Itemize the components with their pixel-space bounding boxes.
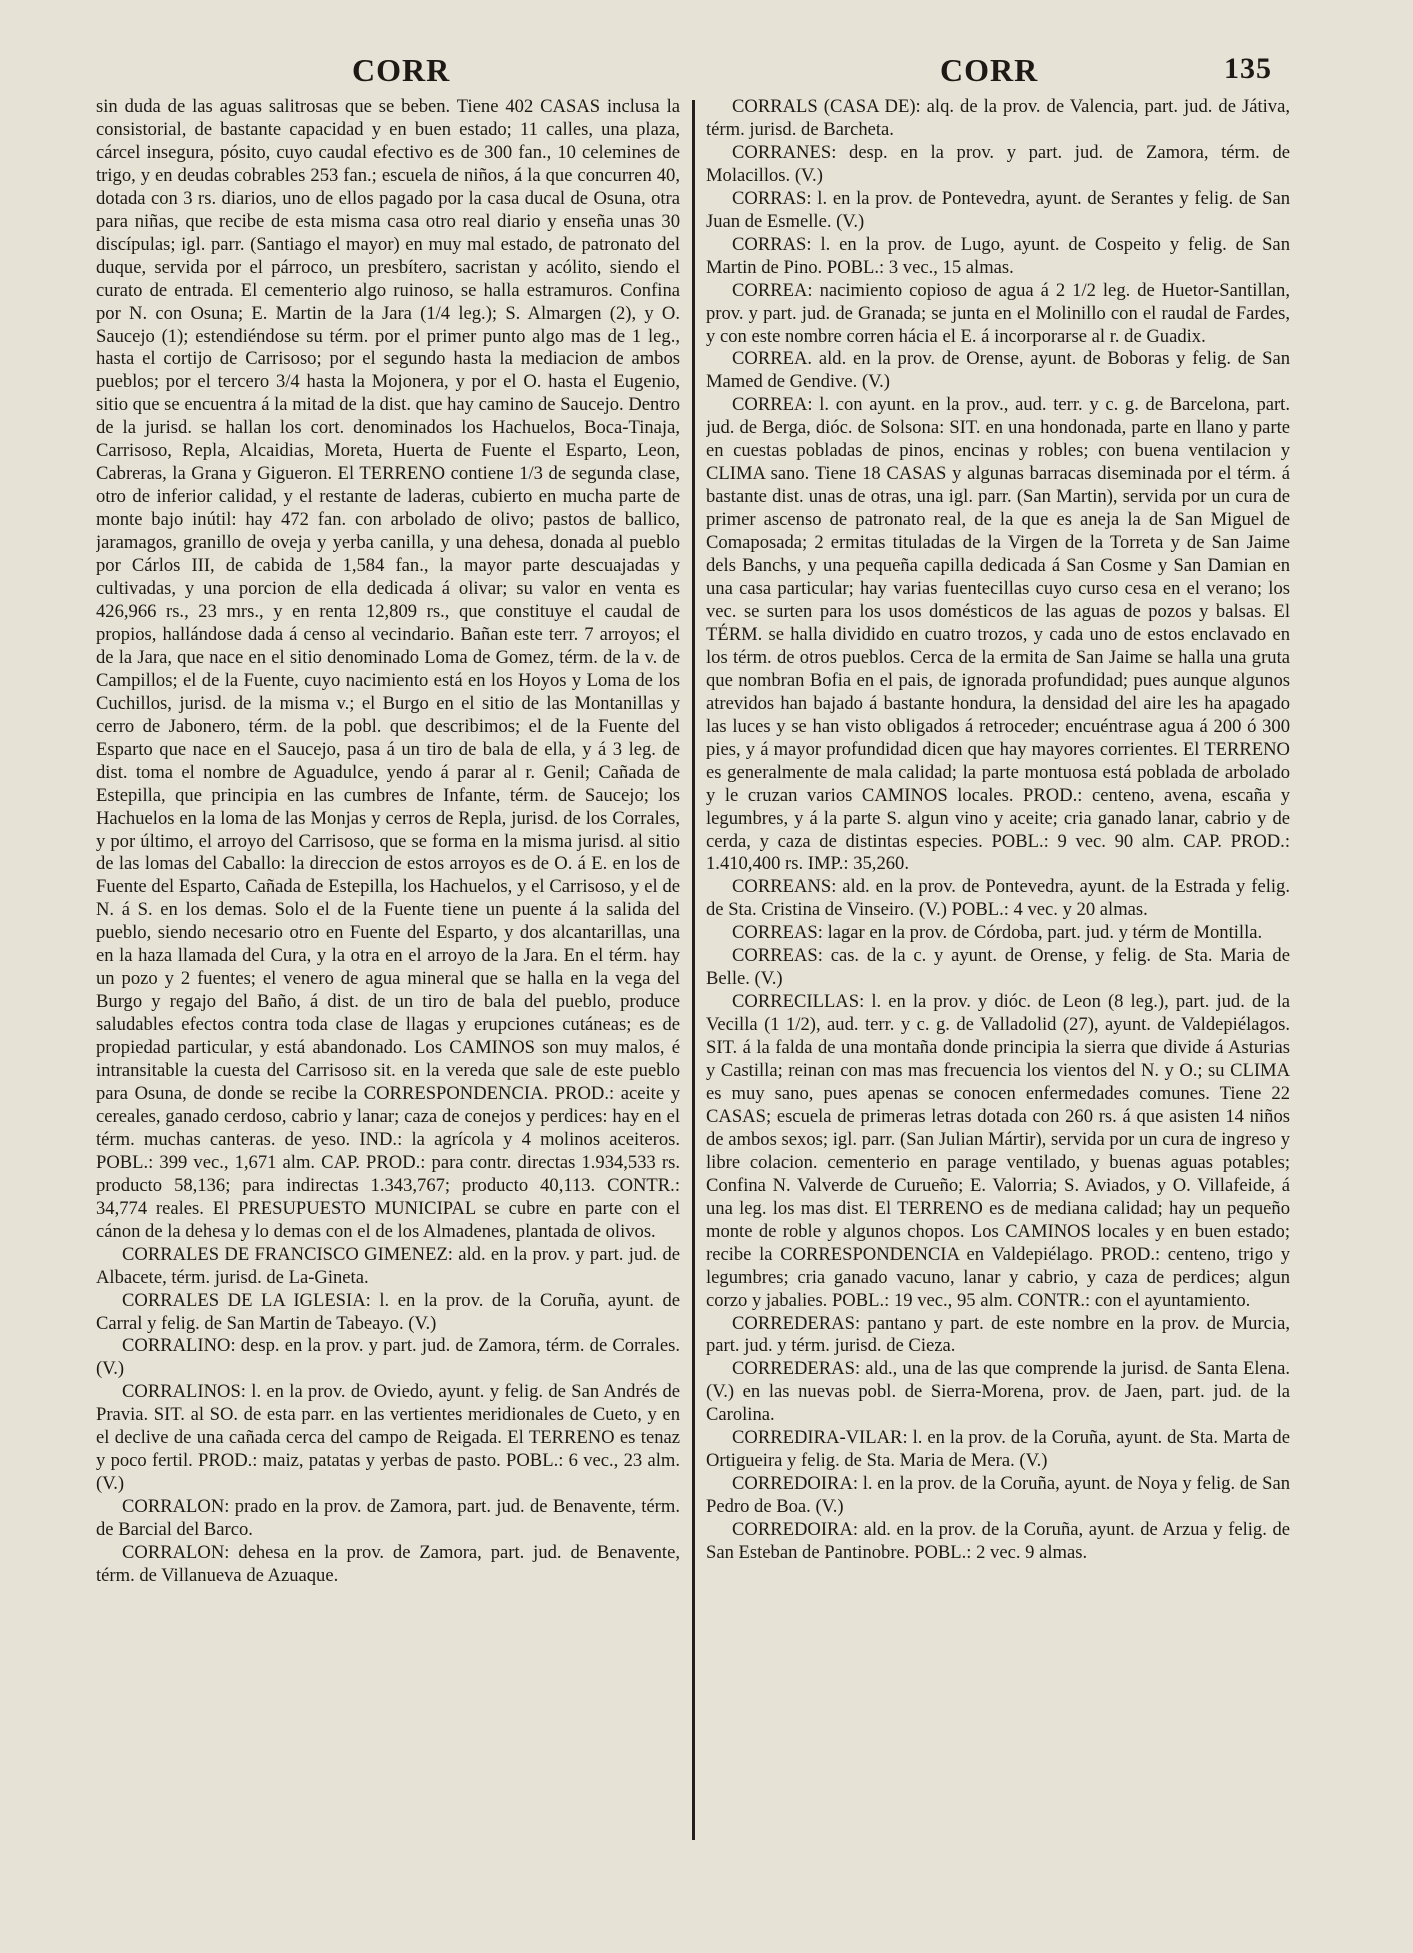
entry-correa-nacimiento: CORREA: nacimiento copioso de agua á 2 1/2 leg. de Huetor-Santillan, prov. y part. jud. de Granada; se junta en el Molinillo con el raudal de Fardes, y con este nombre corren hácia el E. á incorporarse al r. de Guadix.	[706, 279, 1290, 347]
entry-corredoira-noya: CORREDOIRA: l. en la prov. de la Coruña, ayunt. de Noya y felig. de San Pedro de Boa. (V.)	[706, 1473, 1290, 1518]
running-head-right: CORR	[940, 52, 1039, 88]
left-column	[96, 96, 680, 1856]
entry-corrales-de-la-iglesia: CORRALES DE LA IGLESIA: l. en la prov. de la Coruña, ayunt. de Carral y felig. de San Martin de Tabeayo. (V.)	[96, 1289, 680, 1334]
entry-correas-orense: CORREAS: cas. de la c. y ayunt. de Orense, y felig. de Sta. Maria de Belle. (V.)	[706, 945, 1290, 990]
entry-correa-orense: CORREA. ald. en la prov. de Orense, ayunt. de Boboras y felig. de San Mamed de Gendive. (V.)	[706, 348, 1290, 393]
entry-corralino: CORRALINO: desp. en la prov. y part. jud. de Zamora, térm. de Corrales. (V.)	[96, 1335, 680, 1380]
entry-correcillas: CORRECILLAS: l. en la prov. y dióc. de Leon (8 leg.), part. jud. de la Vecilla (1 1/2), aud. terr. y c. g. de Valladolid (27), ayunt. de Valdepiélagos. SIT. á la falda de una montaña donde principia la sierra que divide á Asturias y Castilla; reinan con mas mas frecuencia los vientos del N. y O.; su CLIMA es muy sano, pues apenas se conocen enfermedades comunes. Tiene 22 CASAS; escuela de primeras letras dotada con 260 rs. á que asisten 14 niños de ambos sexos; igl. parr. (San Julian Mártir), servida por un cura de ingreso y libre colacion. cementerio en parage ventilado, y buenas aguas potables; Confina N. Valverde de Curueño; E. Valorria; S. Aviados, y O. Villafeide, á una leg. los mas dist. El TERRENO es de mediana calidad; hay un pequeño monte de roble y algunos chopos. Los CAMINOS locales y en buen estado; recibe la CORRESPONDENCIA en Valdepiélago. PROD.: centeno, trigo y legumbres; cria ganado vacuno, lanar y cabrio, y caza de perdices; algun corzo y jabalies. POBL.: 19 vec., 95 alm. CONTR.: con el ayuntamiento.	[706, 991, 1290, 1311]
entry-corranes: CORRANES: desp. en la prov. y part. jud. de Zamora, térm. de Molacillos. (V.)	[706, 141, 1290, 186]
running-head-left: CORR	[352, 52, 451, 88]
entry-corredoira-arzua: CORREDOIRA: ald. en la prov. de la Coruña, ayunt. de Arzua y felig. de San Esteban de Pantinobre. POBL.: 2 vec. 9 almas.	[706, 1519, 1290, 1564]
entry-corralon-dehesa: CORRALON: dehesa en la prov. de Zamora, part. jud. de Benavente, térm. de Villanueva de Azuaque.	[96, 1542, 680, 1586]
entry-correans: CORREANS: ald. en la prov. de Pontevedra, ayunt. de la Estrada y felig. de Sta. Cristina de Vinseiro. (V.) POBL.: 4 vec. y 20 almas.	[706, 876, 1290, 921]
entry-continuation: sin duda de las aguas salitrosas que se beben. Tiene 402 CASAS inclusa la consistorial, de bastante capacidad y en buen estado; 11 calles, una plaza, cárcel insegura, pósito, cuyo caudal efectivo es de 300 fan., 10 celemines de trigo, y en deudas cobrables 253 fan.; escuela de niños, á la que concurren 40, dotada con 3 rs. diarios, uno de ellos pagado por la casa ducal de Osuna, otra para niñas, que recibe de esta misma casa otro real diario y enseña unas 30 discípulas; igl. parr. (Santiago el mayor) en muy mal estado, de patronato del duque, servida por el párroco, un presbítero, sacristan y acólito, siendo el curato de entrada. El cementerio algo ruinoso, se halla estramuros. Confina por N. con Osuna; E. Martin de la Jara (1/4 leg.); S. Almargen (2), y O. Saucejo (1); estendiéndose su térm. por el primer punto algo mas de 1 leg., hasta el cortijo de Carrisoso; por el segundo hasta la mediacion de ambos pueblos; por el tercero 3/4 hasta la Mojonera, y por el O. hasta el Eugenio, sitio que se encuentra á la mitad de la dist. que hay camino de Saucejo. Dentro de la jurisd. se hallan los cort. denominados los Hachuelos, Boca-Tinaja, Carrisoso, Repla, Alcaidias, Moreta, Huerta de Fuente el Esparto, Leon, Cabreras, la Grana y Gigueron. El TERRENO contiene 1/3 de segunda clase, otro de inferior calidad, y el restante de laderas, cubierto en mucha parte de monte bajo inútil: hay 472 fan. con arbolado de olivo; pastos de ballico, jaramagos, granillo de oveja y yerba canilla, y una dehesa, donada al pueblo por Cárlos III, de cabida de 1,584 fan., la mayor parte descuajadas y cultivadas, y una porcion de ella dedicada á olivar; su valor en venta es 426,966 rs., 23 mrs., y en renta 12,809 rs., que constituye el caudal de propios, hallándose dada á censo al vecindario. Bañan este terr. 7 arroyos; el de la Jara, que nace en el sitio denominado Loma de Gomez, térm. de la v. de Campillos; el de la Fuente, cuyo nacimiento está en los Hoyos y Loma de los Cuchillos, jurisd. de la misma v.; el Burgo en el sitio de las Montanillas y cerro de Jabonero, térm. de la pobl. que describimos; el de la Fuente del Esparto que nace en el Saucejo, pasa á un tiro de bala de ella, y á 3 leg. de dist. toma el nombre de Aguadulce, yendo á parar al r. Genil; Cañada de Estepilla, que principia en las cumbres de Infante, térm. de Saucejo; los Hachuelos en la loma de las Monjas y cerros de Repla, jurisd. de los Corrales, y por último, el arroyo del Carrisoso, que se forma en la misma jurisd. al sitio de las lomas del Caballo: la direccion de estos arroyos es de O. á E. en los de Fuente del Esparto, Cañada de Estepilla, los Hachuelos, y el Carrisoso, y el de N. á S. en los demas. Solo el de la Fuente tiene un puente á la salida del pueblo, siendo necesario otro en Fuente del Esparto, y dos alcantarillas, una en la haza llamada del Cura, y la otra en el arroyo de la Jara. En el térm. hay un pozo y 2 fuentes; el venero de agua mineral que se halla en la vega del Burgo y regajo del Baño, á dist. de un tiro de bala del pueblo, produce saludables efectos contra toda clase de llagas y erupciones cutáneas; es de propiedad particular, y está abandonado. Los CAMINOS son muy malos, é intransitable la cuesta del Carrisoso sit. en la vereda que sale de este pueblo para Osuna, de donde se recibe la CORRESPONDENCIA. PROD.: aceite y cereales, ganado cerdoso, cabrio y lanar; caza de conejos y perdices: hay en el térm. muchas canteras. de yeso. IND.: la agrícola y 4 molinos aceiteros. POBL.: 399 vec., 1,671 alm. CAP. PROD.: para contr. directas 1.934,533 rs. producto 58,136; para indirectas 1.343,767; producto 40,113. CONTR.: 34,774 reales. El PRESUPUESTO MUNICIPAL se cubre en parte con el cánon de la dehesa y lo demas con el de los Almadenes, plantada de olivos.	[96, 96, 680, 1242]
entry-correderas-murcia: CORREDERAS: pantano y part. de este nombre en la prov. de Murcia, part. jud. y térm. jurisd. de Cieza.	[706, 1312, 1290, 1357]
entry-corralinos: CORRALINOS: l. en la prov. de Oviedo, ayunt. y felig. de San Andrés de Pravia. SIT. al SO. de esta parr. en las vertientes meridionales de Cueto, y en el declive de una cañada cerca del campo de Reigada. El TERRENO es tenaz y poco fertil. PROD.: maiz, patatas y yerbas de pasto. POBL.: 6 vec., 23 alm. (V.)	[96, 1381, 680, 1495]
column-divider	[692, 100, 695, 1840]
entry-correderas-jaen: CORREDERAS: ald., una de las que comprende la jurisd. de Santa Elena. (V.) en las nuevas pobl. de Sierra-Morena, prov. de Jaen, part. jud. de la Carolina.	[706, 1358, 1290, 1426]
right-column	[706, 96, 1290, 1856]
entry-corrales-de-francisco-gimenez: CORRALES DE FRANCISCO GIMENEZ: ald. en la prov. y part. jud. de Albacete, térm. jurisd. de La-Gineta.	[96, 1243, 680, 1288]
entry-corras-lugo: CORRAS: l. en la prov. de Lugo, ayunt. de Cospeito y felig. de San Martin de Pino. POBL.: 3 vec., 15 almas.	[706, 233, 1290, 278]
entry-corralon-prado: CORRALON: prado en la prov. de Zamora, part. jud. de Benavente, térm. de Barcial del Barco.	[96, 1496, 680, 1541]
entry-corras-pontevedra: CORRAS: l. en la prov. de Pontevedra, ayunt. de Serantes y felig. de San Juan de Esmelle. (V.)	[706, 187, 1290, 232]
entry-corrals: CORRALS (CASA DE): alq. de la prov. de Valencia, part. jud. de Játiva, térm. jurisd. de Barcheta.	[706, 96, 1290, 140]
page-number: 135	[1224, 52, 1272, 85]
entry-correa-barcelona: CORREA: l. con ayunt. en la prov., aud. terr. y c. g. de Barcelona, part. jud. de Berga, dióc. de Solsona: SIT. en una hondonada, parte en llano y parte en cuestas pobladas de pinos, encinas y robles; con buena ventilacion y CLIMA sano. Tiene 18 CASAS y algunas barracas diseminada por el térm. á bastante dist. unas de otras, una igl. parr. (San Martin), servida por un cura de primer ascenso de patronato real, de la que es aneja la de San Miguel de Comaposada; 2 ermitas tituladas de la Virgen de la Torreta y de San Jaime dels Banchs, y una pequeña capilla dedicada á San Cosme y San Damian en una casa particular; hay varias fuentecillas cuyo curso cesa en el verano; los vec. se surten para los usos domésticos de las aguas de pozos y balsas. El TÉRM. se halla dividido en cuatro trozos, y cada uno de estos enclavado en los térm. de otros pueblos. Cerca de la ermita de San Jaime se halla una gruta que nombran Bofia en el pais, de ignorada profundidad; pues aunque algunos atrevidos han bajado á bastante hondura, la densidad del aire les ha apagado las luces y se han visto obligados á retroceder; encuéntrase agua á 200 ó 300 pies, y á mayor profundidad dicen que hay mayores corrientes. El TERRENO es generalmente de mala calidad; la parte montuosa está poblada de arbolado y le cruzan varios CAMINOS locales. PROD.: centeno, avena, escaña y legumbres, y á la parte S. algun vino y aceite; cria ganado lanar, cabrio y de cerda, y caza de distintas especies. POBL.: 9 vec. 90 alm. CAP. PROD.: 1.410,400 rs. IMP.: 35,260.	[706, 394, 1290, 875]
entry-correas-cordoba: CORREAS: lagar en la prov. de Córdoba, part. jud. y térm de Montilla.	[732, 922, 1263, 944]
entry-corredira-vilar: CORREDIRA-VILAR: l. en la prov. de la Coruña, ayunt. de Sta. Marta de Ortigueira y felig. de Sta. Maria de Mera. (V.)	[706, 1427, 1290, 1472]
